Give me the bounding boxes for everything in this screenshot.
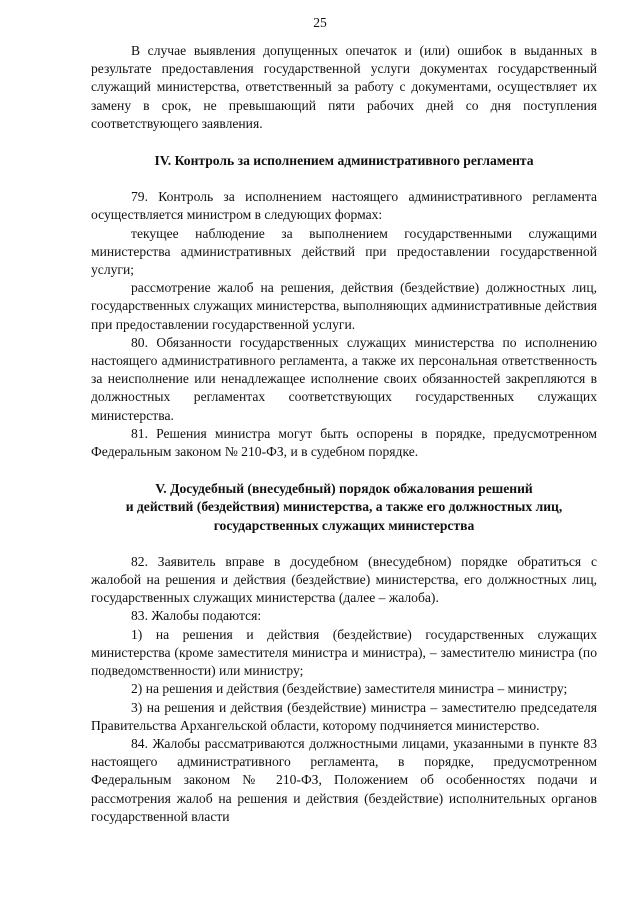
paragraph-79-item-2: рассмотрение жалоб на решения, действия (бездействие) должностных лиц, государственных служащих министерства, выполняющих административные действия при предоставлении государственной услуги. <box>91 280 597 332</box>
paragraph-82: 82. Заявитель вправе в досудебном (внесудебном) порядке обратиться с жалобой на решения и действия (бездействие) министерства, его должностных лиц, государственных служащих министерства (далее – жалоба). <box>91 553 597 606</box>
page-number: 25 <box>313 15 327 30</box>
paragraph-84: 84. Жалобы рассматриваются должностными лицами, указанными в пункте 83 настоящего административного регламента, в порядке, предусмотренном Федеральным законом № 210-ФЗ, Положением об особенностях подачи и рассмотрения жалоб на решения и действия (бездействие) исполнительных органов государственной власти <box>91 735 597 824</box>
page-content <box>91 42 597 826</box>
section-5-heading <box>91 480 597 535</box>
paragraph-80: 80. Обязанности государственных служащих министерства по исполнению настоящего административного регламента, а также их персональная ответственность за неисполнение или ненадлежащее исполнение своих обязанностей закрепляются в должностных регламентах соответствующих государственных служащих министерства. <box>91 334 597 423</box>
paragraph-83-item-1: 1) на решения и действия (бездействие) государственных служащих министерства (кроме заместителя министра и министра), – заместителю министра (по подведомственности) или министру; <box>91 626 597 679</box>
section-4-heading: IV. Контроль за исполнением административного регламента <box>154 153 534 169</box>
section-5-heading-line-3: государственных служащих министерства <box>213 517 475 533</box>
paragraph-83-item-3: 3) на решения и действия (бездействие) министра – заместителю председателя Правительства Архангельской области, которому подчиняется министерство. <box>91 699 597 733</box>
paragraph-79-item-1: текущее наблюдение за выполнением государственными служащими министерства административных действий при предоставлении государственной услуги; <box>91 225 597 278</box>
paragraph-83-item-2: 2) на решения и действия (бездействие) заместителя министра – министру; <box>131 681 568 697</box>
section-5-heading-line-1: V. Досудебный (внесудебный) порядок обжалования решений <box>155 481 533 497</box>
paragraph-79: 79. Контроль за исполнением настоящего административного регламента осуществляется министром в следующих формах: <box>91 189 597 223</box>
paragraph-typo-correction: В случае выявления допущенных опечаток и (или) ошибок в выданных в результате предоставления государственной услуги документах государственный служащий министерства, ответственный за работу с документами, осуществляет их замену в срок, не превышающий пяти рабочих дней со дня поступления соответствующего заявления. <box>91 43 597 131</box>
section-5-heading-line-2: и действий (бездействия) министерства, а также его должностных лиц, <box>125 499 563 515</box>
paragraph-81: 81. Решения министра могут быть оспорены в порядке, предусмотренном Федеральным законом № 210-ФЗ, и в судебном порядке. <box>91 425 597 460</box>
paragraph-83: 83. Жалобы подаются: <box>131 608 262 624</box>
